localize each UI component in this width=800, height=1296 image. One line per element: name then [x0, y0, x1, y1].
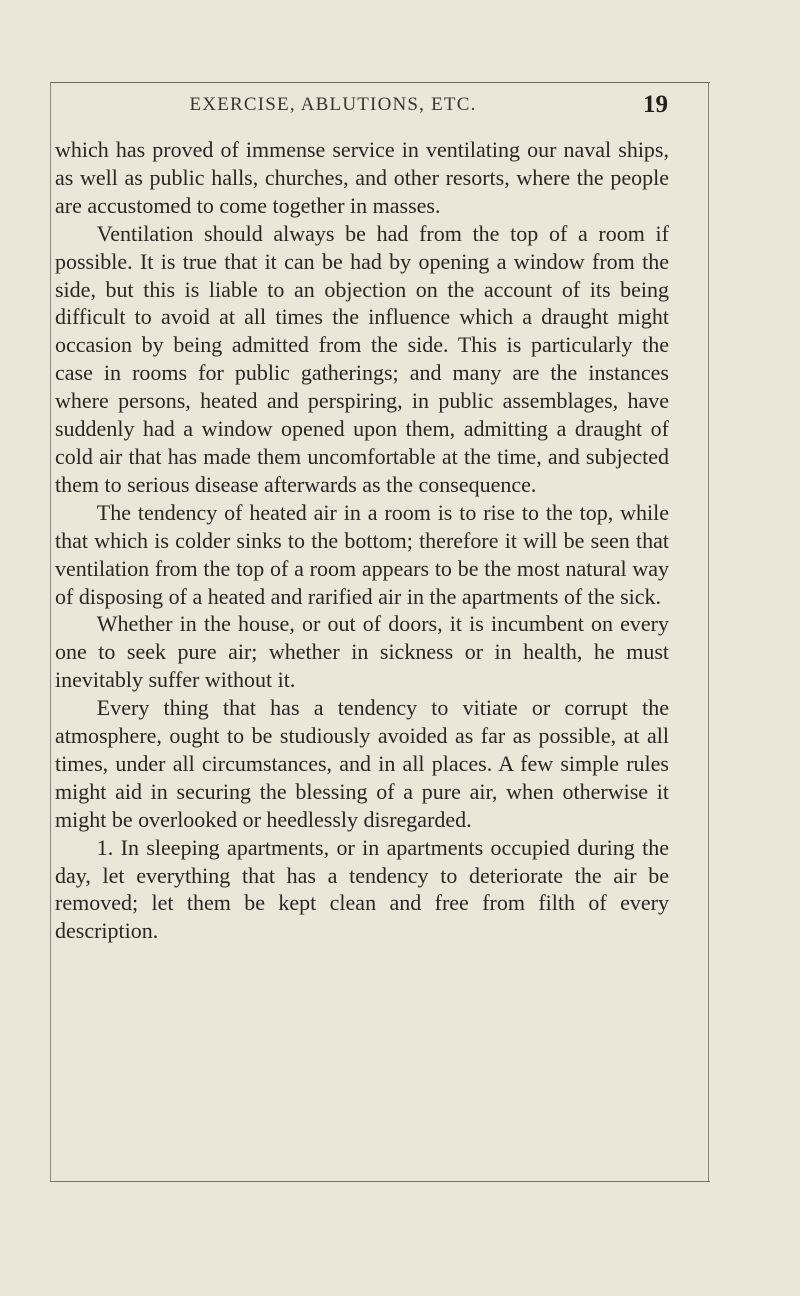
page-border-right: [708, 82, 709, 1182]
paragraph: which has proved of immense service in ventilating our naval ships, as well as public halls, churches, and other resorts, where the people are accustomed to come together in masses.: [55, 137, 669, 218]
page-border-left: [50, 82, 51, 1182]
paragraph: Whether in the house, or out of doors, it is incumbent on every one to seek pure air; whether in sickness or in health, he must inevitably suffer without it.: [55, 611, 669, 693]
paragraph: Ventilation should always be had from the top of a room if possible. It is true that it can be had by opening a window from the side, but this is liable to an objection on the account of its being difficult to avoid at all times the influence which a draught might occasion by being admitted from the side. This is particularly the case in rooms for public gatherings; and many are the instances where persons, heated and perspiring, in public assemblages, have suddenly had a window opened upon them, admitting a draught of cold air that has made them uncomfortable at the time, and subjected them to serious disease afterwards as the consequence.: [55, 220, 669, 497]
page-header: [128, 92, 668, 128]
paragraph: The tendency of heated air in a room is to rise to the top, while that which is colder sinks to the bottom; therefore it will be seen that ventilation from the top of a room appears to be the most natural way of disposing of a heated and rarified air in the apartments of the sick.: [55, 499, 669, 609]
paragraph: 1. In sleeping apartments, or in apartments occupied during the day, let everything that has a tendency to deteriorate the air be removed; let them be kept clean and free from filth of every description.: [55, 834, 669, 944]
page-number: 19: [643, 91, 668, 118]
paragraph: Every thing that has a tendency to vitiate or corrupt the atmosphere, ought to be studiously avoided as far as possible, at all times, under all circumstances, and in all places. A few simple rules might aid in securing the blessing of a pure air, when otherwise it might be overlooked or heedlessly disregarded.: [55, 695, 669, 832]
running-head: EXERCISE, ABLUTIONS, ETC.: [189, 94, 477, 115]
page-border-top: [50, 82, 710, 83]
page-border-bottom: [50, 1181, 710, 1182]
body-text: [55, 136, 669, 945]
